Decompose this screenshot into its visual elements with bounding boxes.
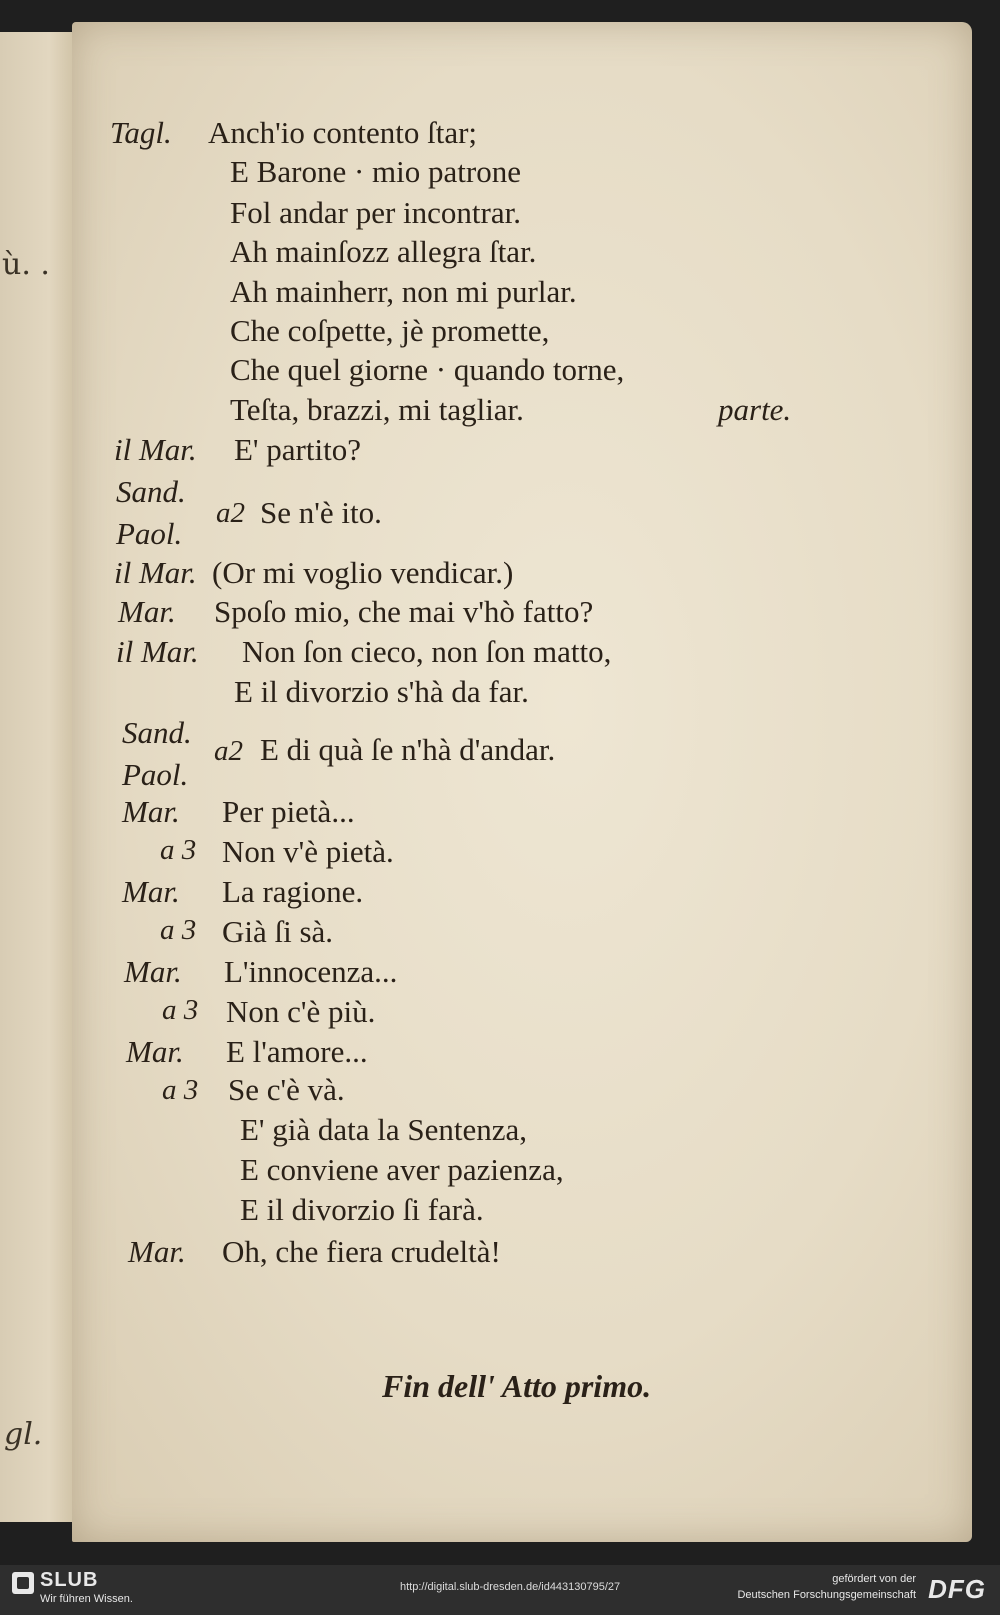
verse-line: Già ſi sà. <box>222 914 334 949</box>
verse-line: E di quà ſe n'hà d'andar. <box>260 732 556 767</box>
speaker-label: Sand. <box>122 715 192 750</box>
a2-marker: a2 <box>216 497 245 529</box>
act-end-heading: Fin dell' Atto primo. <box>382 1368 652 1404</box>
verse-line: Che quel giorne · quando torne, <box>230 352 625 387</box>
verse-line: Oh, che fiera crudeltà! <box>222 1234 501 1269</box>
speaker-label: il Mar. <box>114 555 197 590</box>
speaker-label: Mar. <box>126 1034 184 1069</box>
speaker-label: Paol. <box>116 516 183 551</box>
verse-line: E' partito? <box>234 432 361 467</box>
a2-marker: a2 <box>214 735 243 767</box>
verse-line: Per pietà... <box>222 794 355 829</box>
speaker-label: Paol. <box>122 757 189 792</box>
verse-line: E conviene aver pazienza, <box>240 1152 564 1187</box>
verse-line: Non v'è pietà. <box>222 834 394 869</box>
a3-marker: a 3 <box>162 1074 199 1106</box>
speaker-label: Sand. <box>116 474 186 509</box>
slub-name: SLUB <box>40 1569 99 1591</box>
source-url[interactable]: http://digital.slub-dresden.de/id443130795/27 <box>400 1581 621 1593</box>
viewer-footer <box>0 1565 1000 1615</box>
speaker-label: Mar. <box>122 794 180 829</box>
dfg-logo: DFG <box>928 1574 986 1604</box>
speaker-label: il Mar. <box>114 432 197 467</box>
verse-line: E l'amore... <box>226 1034 368 1069</box>
speaker-label: Tagl. <box>110 115 172 150</box>
verse-line: Anch'io contento ſtar; <box>208 115 478 150</box>
a3-marker: a 3 <box>160 834 197 866</box>
verse-line: Se c'è và. <box>228 1072 345 1107</box>
verse-line: Se n'è ito. <box>260 495 382 530</box>
prev-page-fragment: ù. . <box>2 247 50 282</box>
speaker-label: Mar. <box>122 874 180 909</box>
a3-marker: a 3 <box>160 914 197 946</box>
speaker-label: il Mar. <box>116 634 199 669</box>
a3-marker: a 3 <box>162 994 199 1026</box>
speaker-label: Mar. <box>128 1234 186 1269</box>
verse-line: La ragione. <box>222 874 364 909</box>
verse-line: Ah mainherr, non mi purlar. <box>230 274 577 309</box>
verse-line: L'innocenza... <box>224 954 398 989</box>
funded-by-line2: Deutschen Forschungsgemeinschaft <box>737 1589 916 1601</box>
verse-line: Fol andar per incontrar. <box>230 195 521 230</box>
funded-by-line1: gefördert von der <box>832 1573 916 1585</box>
verse-line: Teſta, brazzi, mi tagliar. <box>230 392 524 427</box>
verse-line: E il divorzio ſi farà. <box>240 1192 484 1227</box>
verse-line: E il divorzio s'hà da far. <box>234 674 529 709</box>
verse-line: E Barone · mio patrone <box>230 154 521 189</box>
speaker-label: Mar. <box>124 954 182 989</box>
book-page <box>72 22 972 1542</box>
slub-tagline: Wir führen Wissen. <box>40 1593 133 1605</box>
verse-line: Spoſo mio, che mai v'hò fatto? <box>214 594 594 629</box>
verse-line: (Or mi voglio vendicar.) <box>212 555 514 590</box>
verse-line: Non ſon cieco, non ſon matto, <box>242 634 612 669</box>
verse-line: Non c'è più. <box>226 994 376 1029</box>
slub-logo-icon <box>12 1572 34 1594</box>
verse-line: Che coſpette, jè promette, <box>230 313 550 348</box>
prev-page-fragment: gl. <box>4 1417 43 1452</box>
verse-line: E' già data la Sentenza, <box>240 1112 528 1147</box>
speaker-label: Mar. <box>118 594 176 629</box>
verse-line: Ah mainſozz allegra ſtar. <box>230 234 537 269</box>
stage-direction: parte. <box>718 392 792 427</box>
